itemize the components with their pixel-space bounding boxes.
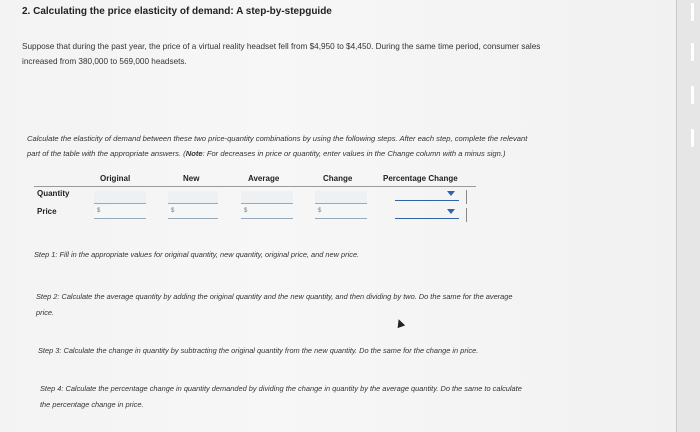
step-4-text-line-2: the percentage change in price.: [40, 400, 144, 409]
instructions-line-2-start: part of the table with the appropriate answers. (: [27, 149, 186, 158]
instructions-line-2: [27, 146, 667, 161]
chevron-down-icon: [447, 191, 455, 196]
price-percentage-change-dropdown[interactable]: [395, 206, 459, 219]
decorative-mark: [691, 43, 694, 61]
step-3: [38, 343, 478, 359]
step-1-label: Step 1:: [34, 250, 58, 259]
dollar-sign: $: [244, 208, 248, 214]
note-label: Note: [185, 149, 203, 158]
decorative-mark: [691, 86, 694, 104]
price-original-input[interactable]: [94, 206, 146, 219]
dropdown-separator: [466, 190, 467, 204]
header-original: Original: [100, 174, 131, 183]
header-new: New: [183, 174, 200, 183]
background-strip: [677, 0, 700, 432]
header-percentage-change: Percentage Change: [383, 174, 458, 183]
row-label-price: Price: [37, 207, 57, 216]
decorative-mark: [691, 3, 694, 21]
step-4: [40, 381, 522, 413]
dollar-sign: $: [171, 208, 175, 214]
step-1: [34, 247, 359, 263]
step-3-label: Step 3:: [38, 346, 62, 355]
price-average-input[interactable]: [241, 206, 293, 219]
quantity-average-input[interactable]: [241, 191, 293, 204]
quantity-original-input[interactable]: [94, 191, 146, 204]
table-header-divider: [34, 186, 476, 187]
question-title: 2. Calculating the price elasticity of demand: A step-by-stepguide: [22, 6, 332, 17]
dollar-sign: $: [97, 208, 101, 214]
instructions-text: [27, 131, 667, 161]
quantity-percentage-change-dropdown[interactable]: [395, 188, 459, 201]
step-3-text: Calculate the change in quantity by subtracting the original quantity from the new quantity. Do the same for the change in price.: [63, 346, 479, 355]
step-1-text: Fill in the appropriate values for original quantity, new quantity, original price, and new price.: [59, 250, 360, 259]
step-2-text-line-1: Calculate the average quantity by adding the original quantity and the new quantity, and then dividing by two. Do the same for the average: [61, 292, 513, 301]
dropdown-separator: [466, 208, 467, 222]
step-2: [36, 289, 512, 321]
quantity-change-input[interactable]: [315, 191, 367, 204]
header-change: Change: [323, 174, 353, 183]
scenario-line-1: Suppose that during the past year, the price of a virtual reality headset fell from $4,950 to $4,450. During the same time period, consumer sales: [22, 42, 541, 51]
decorative-mark: [691, 129, 694, 147]
price-new-input[interactable]: [168, 206, 218, 219]
header-average: Average: [248, 174, 280, 183]
step-2-text-line-2: price.: [36, 308, 55, 317]
dollar-sign: $: [318, 208, 322, 214]
chevron-down-icon: [447, 209, 455, 214]
quantity-new-input[interactable]: [168, 191, 218, 204]
scenario-text: [22, 39, 662, 69]
scenario-line-2: increased from 380,000 to 569,000 headsets.: [22, 57, 187, 66]
price-change-input[interactable]: [315, 206, 367, 219]
instructions-line-1: Calculate the elasticity of demand between these two price-quantity combinations by using the following steps. After each step, complete the relevant: [27, 134, 528, 143]
step-4-text-line-1: Calculate the percentage change in quantity demanded by dividing the change in quantity by the average quantity. Do the same to calculate: [65, 384, 522, 393]
row-label-quantity: Quantity: [37, 189, 70, 198]
step-2-label: Step 2:: [36, 292, 60, 301]
instructions-line-2-end: : For decreases in price or quantity, enter values in the Change column with a minus sign.): [202, 149, 506, 158]
step-4-label: Step 4:: [40, 384, 64, 393]
